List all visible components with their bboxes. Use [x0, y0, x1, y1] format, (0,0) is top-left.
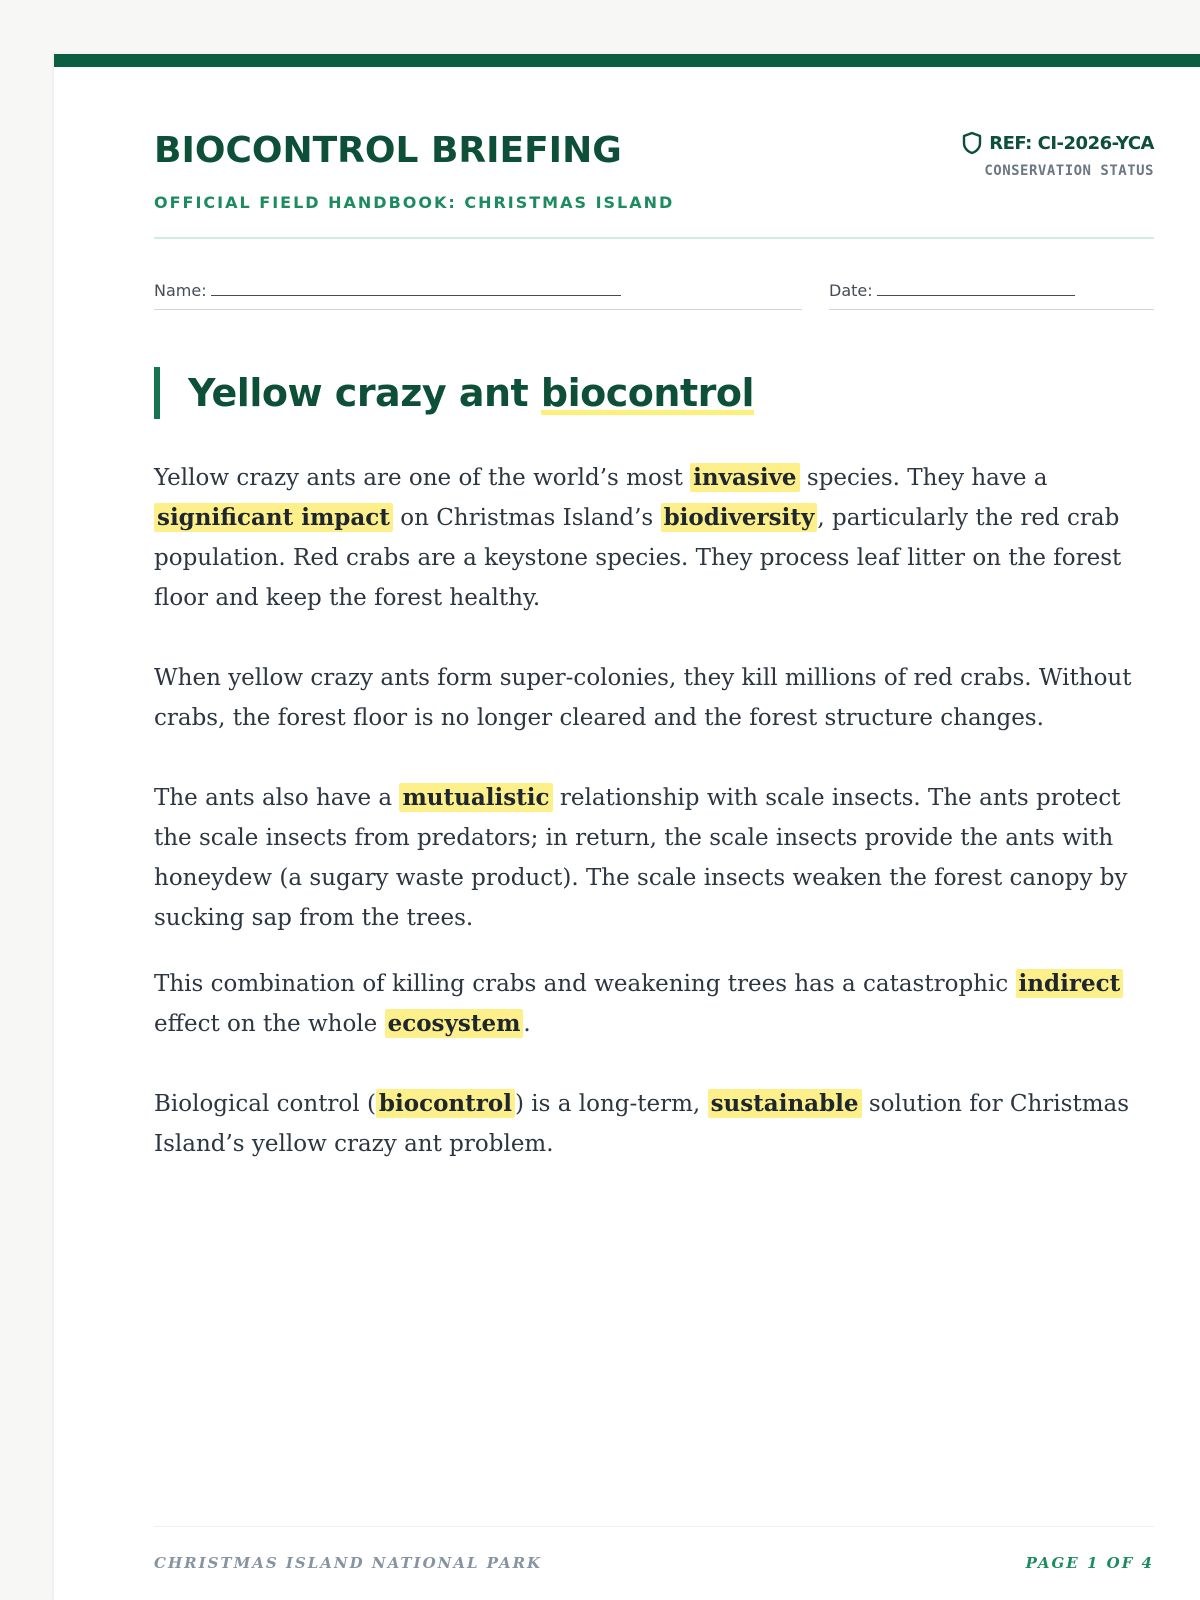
highlight-term: biocontrol — [376, 1089, 515, 1118]
highlight-term: invasive — [690, 463, 799, 492]
reference-line — [961, 131, 1154, 155]
paragraph-text: on Christmas Island’s — [392, 505, 661, 531]
paragraph-text: ) is a long-term, — [514, 1091, 708, 1117]
reference-code: REF: CI-2026-YCA — [989, 132, 1154, 154]
date-field[interactable] — [829, 281, 1154, 310]
highlight-term: biodiversity — [661, 503, 818, 532]
paragraph-1 — [154, 458, 1164, 618]
section-title — [188, 371, 754, 415]
paragraph-2 — [154, 658, 1164, 738]
paragraph-text: solution for Christmas Island’s yellow crazy ant problem. — [154, 1091, 1130, 1157]
paragraph-text: relationship with scale insects. The ants protect the scale insects from predators; in return, the scale insects provide the ants with honeydew (a sugary waste product). The scale insects weaken the forest canopy by sucking sap from the trees. — [154, 785, 1128, 931]
paragraph-text: When yellow crazy ants form super-colonies, they kill millions of red crabs. Without crabs, the forest floor is no longer cleared and the forest structure changes. — [154, 665, 1132, 731]
shield-icon — [961, 131, 983, 155]
paragraph-text: Yellow crazy ants are one of the world’s most — [154, 465, 691, 491]
paragraph-text: , particularly the red crab population. Red crabs are a keystone species. They process leaf litter on the forest floor and keep the forest healthy. — [154, 505, 1122, 611]
date-blank-line[interactable] — [877, 281, 1075, 296]
header-divider — [154, 237, 1154, 239]
name-label: Name: — [154, 281, 207, 300]
paragraph-3 — [154, 778, 1164, 938]
footer-organization: CHRISTMAS ISLAND NATIONAL PARK — [154, 1554, 543, 1572]
section-heading — [154, 367, 754, 419]
document-subtitle: OFFICIAL FIELD HANDBOOK: CHRISTMAS ISLAND — [154, 193, 675, 212]
paragraph-text: The ants also have a — [154, 785, 400, 811]
name-blank-line[interactable] — [211, 281, 621, 296]
name-field[interactable] — [154, 281, 802, 310]
document-page — [54, 54, 1200, 1600]
paragraph-text: . — [523, 1011, 531, 1037]
paragraph-text: This combination of killing crabs and weakening trees has a catastrophic — [154, 971, 1016, 997]
paragraph-5 — [154, 1084, 1164, 1164]
conservation-status-label: CONSERVATION STATUS — [984, 163, 1154, 179]
reference-block — [961, 131, 1154, 179]
page-number: PAGE 1 OF 4 — [1025, 1554, 1154, 1572]
date-label: Date: — [829, 281, 873, 300]
paragraph-text: Biological control ( — [154, 1091, 376, 1117]
paragraph-4 — [154, 964, 1164, 1044]
section-title-text: Yellow crazy ant — [188, 371, 541, 415]
body-text — [154, 458, 1164, 1204]
section-title-highlight: biocontrol — [540, 371, 754, 415]
footer-divider — [154, 1526, 1154, 1527]
highlight-term: ecosystem — [385, 1009, 524, 1038]
paragraph-text: effect on the whole — [154, 1011, 385, 1037]
highlight-term: significant impact — [154, 503, 393, 532]
top-accent-bar — [54, 54, 1200, 67]
paragraph-text: species. They have a — [799, 465, 1048, 491]
highlight-term: mutualistic — [399, 783, 552, 812]
document-title: BIOCONTROL BRIEFING — [154, 130, 622, 171]
highlight-term: sustainable — [708, 1089, 862, 1118]
highlight-term: indirect — [1016, 969, 1124, 998]
